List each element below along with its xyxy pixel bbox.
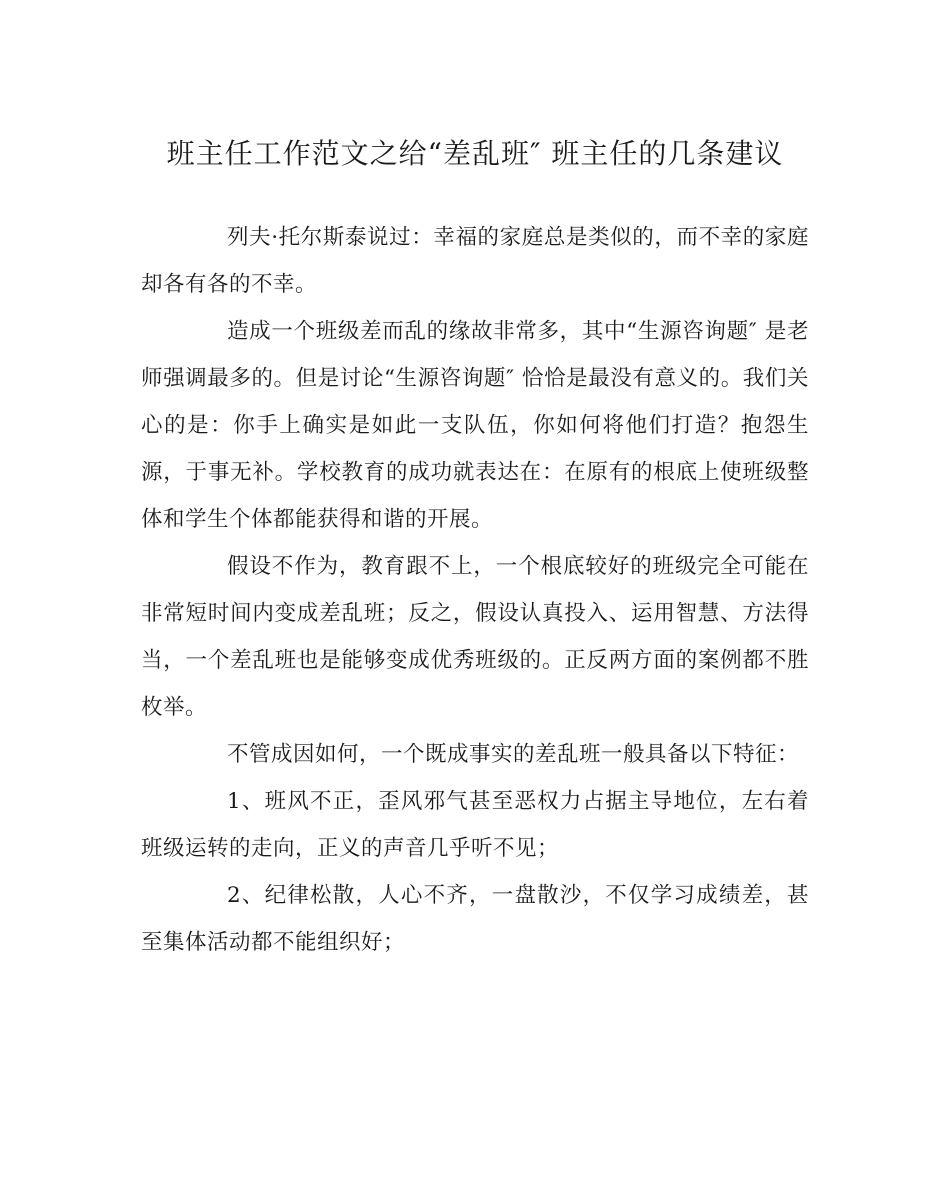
document-body bbox=[141, 214, 809, 966]
paragraph-6: 2、纪律松散，人心不齐，一盘散沙，不仅学习成绩差，甚至集体活动都不能组织好； bbox=[141, 883, 809, 955]
paragraph-4: 不管成因如何，一个既成事实的差乱班一般具备以下特征： bbox=[227, 742, 800, 767]
paragraph-5: 1、班风不正，歪风邪气甚至恶权力占据主导地位，左右着班级运转的走向，正义的声音几乎听不见； bbox=[141, 789, 809, 861]
paragraph-2: 造成一个班级差而乱的缘故非常多，其中“生源咨询题″ 是老师强调最多的。但是讨论“生源咨询题″ 恰恰是最没有意义的。我们关心的是：你手上确实是如此一支队伍，你如何将他们打造？抱怨生源，于事无补。学校教育的成功就表达在：在原有的根底上使班级整体和学生个体都能获得和谐的开展。 bbox=[141, 319, 809, 532]
document-title: 班主任工作范文之给“差乱班″ 班主任的几条建议 bbox=[166, 137, 784, 170]
paragraph-3: 假设不作为，教育跟不上，一个根底较好的班级完全可能在非常短时间内变成差乱班；反之，假设认真投入、运用智慧、方法得当，一个差乱班也是能够变成优秀班级的。正反两方面的案例都不胜枚举。 bbox=[141, 554, 809, 720]
paragraph-1: 列夫·托尔斯泰说过：幸福的家庭总是类似的，而不幸的家庭却各有各的不幸。 bbox=[141, 225, 809, 297]
